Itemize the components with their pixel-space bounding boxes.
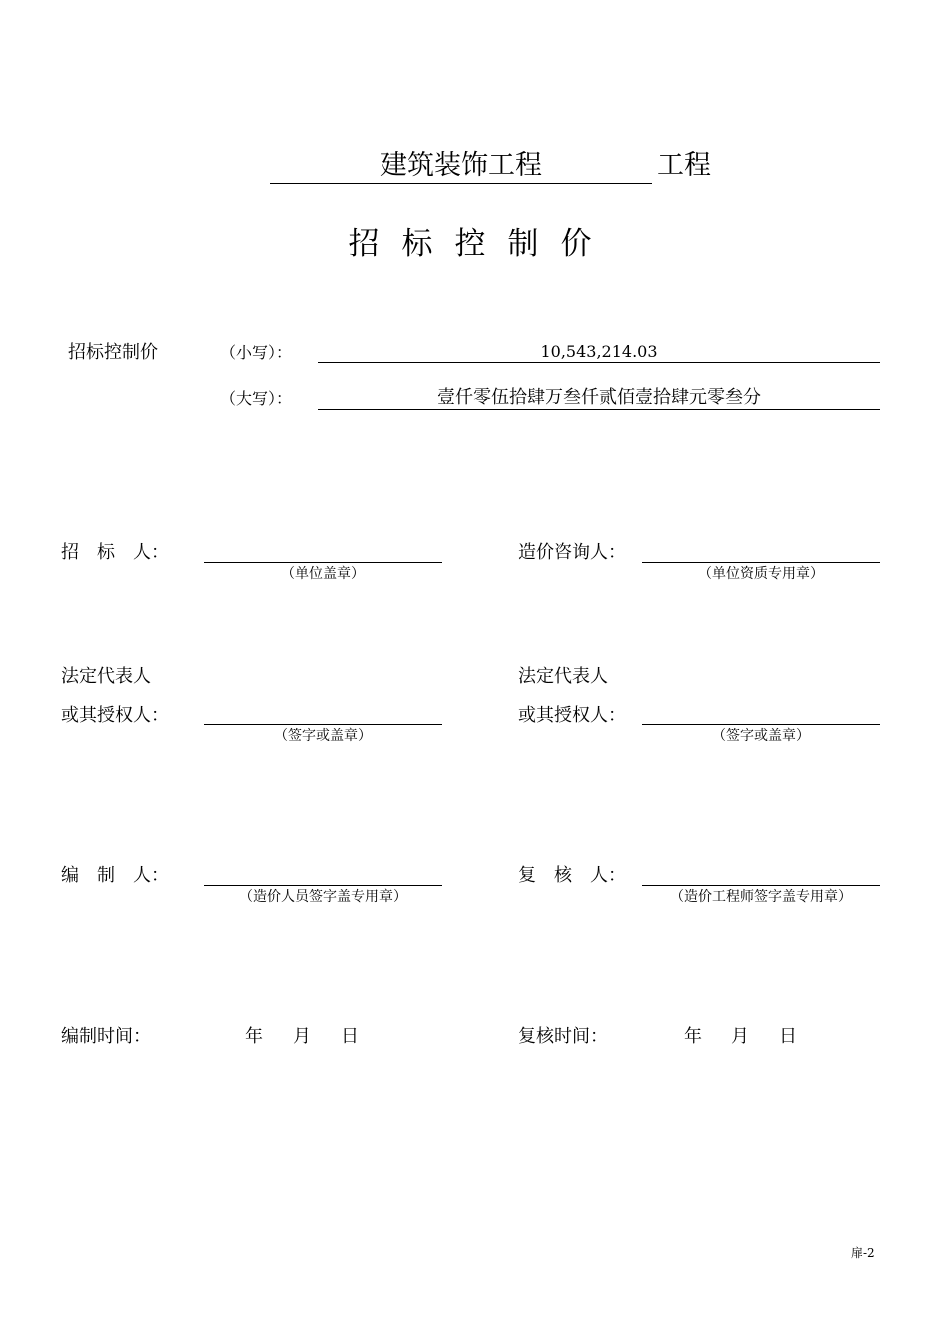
price-upper-underline [318,409,880,410]
legal-rep-left-line2: 或其授权人： [61,705,169,726]
compile-date-month: 月 [293,1026,311,1047]
review-date-day: 日 [779,1026,797,1047]
project-name: 建筑装饰工程 [270,149,652,184]
compile-date-day: 日 [341,1026,359,1047]
legal-rep-right-line1: 法定代表人 [518,666,608,687]
tenderer-note: （单位盖章） [281,566,365,582]
review-date-year: 年 [684,1026,702,1047]
compile-date-year: 年 [245,1026,263,1047]
project-suffix: 工程 [657,150,711,181]
compile-date-label: 编制时间： [61,1026,151,1047]
compiler-note: （造价人员签字盖专用章） [239,889,407,905]
price-lower-value: 10,543,214.03 [540,342,658,361]
legal-rep-right-note: （签字或盖章） [712,728,810,744]
consultant-signature-line [642,562,880,563]
page-code: 扉-2 [851,1246,875,1260]
consultant-note: （单位资质专用章） [698,566,824,582]
legal-rep-left-signature-line [204,724,442,725]
review-date-month: 月 [731,1026,749,1047]
price-lower-underline [318,362,880,363]
legal-rep-right-signature-line [642,724,880,725]
compiler-label: 编 制 人： [61,865,169,886]
compiler-signature-line [204,885,442,886]
tenderer-signature-line [204,562,442,563]
tenderer-label: 招 标 人： [61,542,169,563]
legal-rep-left-note: （签字或盖章） [274,728,372,744]
price-label: 招标控制价 [68,342,158,363]
review-date-label: 复核时间： [518,1026,608,1047]
reviewer-label: 复 核 人： [518,865,626,886]
price-lower-label: （小写）： [220,343,293,362]
document-title: 招标控制价 [348,226,614,262]
price-upper-value: 壹仟零伍拾肆万叁仟贰佰壹拾肆元零叁分 [437,387,761,408]
legal-rep-left-line1: 法定代表人 [61,666,151,687]
reviewer-signature-line [642,885,880,886]
consultant-label: 造价咨询人： [518,542,626,563]
legal-rep-right-line2: 或其授权人： [518,705,626,726]
reviewer-note: （造价工程师签字盖专用章） [670,889,852,905]
price-upper-label: （大写）： [220,389,293,408]
